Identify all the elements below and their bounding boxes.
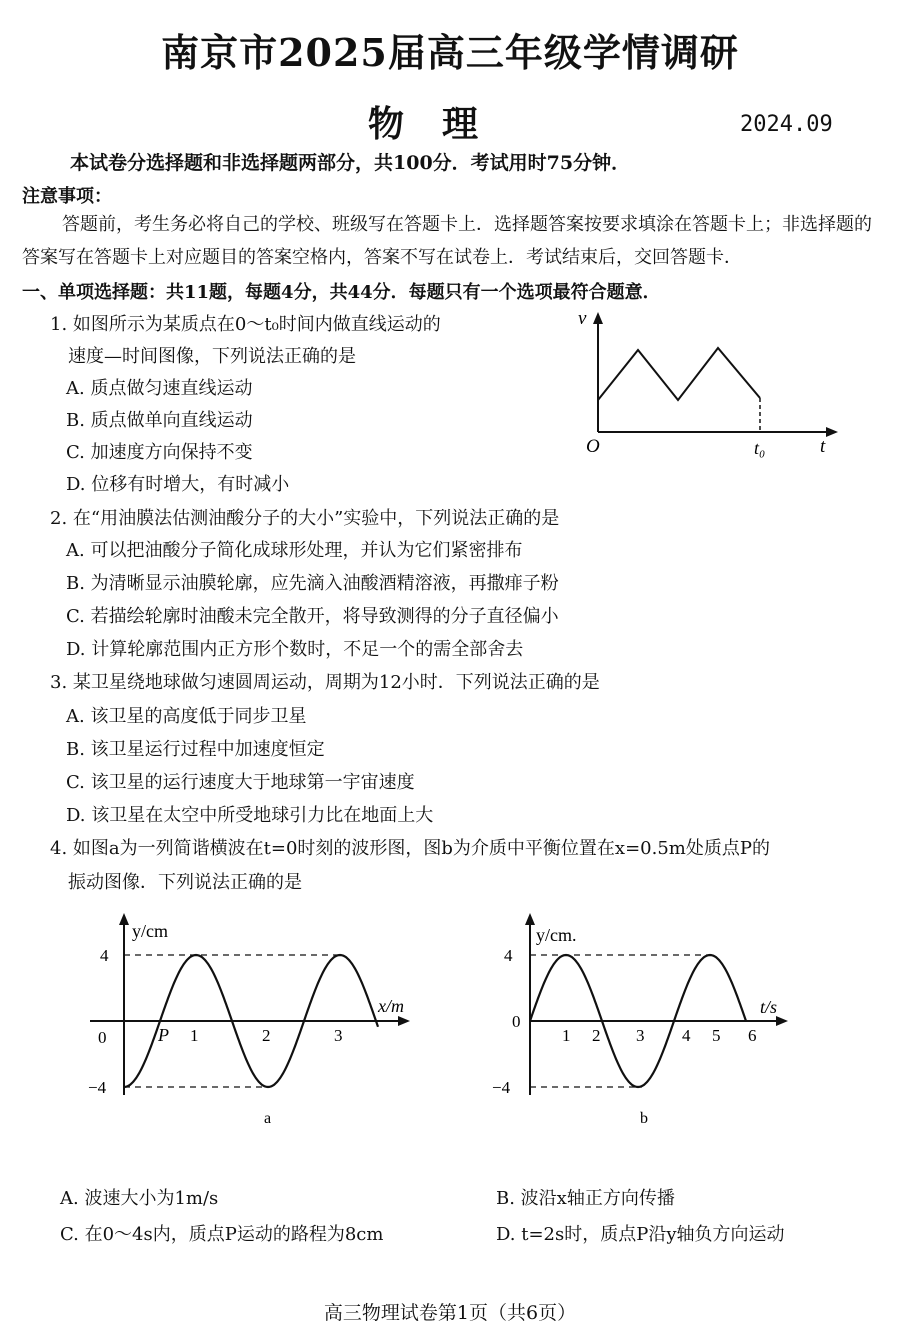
q2-option-a: A. 可以把油酸分子简化成球形处理，并认为它们紧密排布 — [66, 540, 523, 561]
q3-option-b: B. 该卫星运行过程中加速度恒定 — [66, 739, 325, 760]
xtick-5: 5 — [712, 1026, 721, 1045]
y-axis-label: y/cm. — [536, 925, 577, 945]
fig-a-waveform — [80, 905, 430, 1135]
q3-stem: 3. 某卫星绕地球做匀速圆周运动，周期为12小时．下列说法正确的是 — [50, 672, 600, 693]
q1-option-d: D. 位移有时增大，有时减小 — [66, 474, 290, 495]
q2-option-d: D. 计算轮廓范围内正方形个数时，不足一个的需全部舍去 — [66, 639, 524, 660]
q4-option-d: D. t=2s时，质点P沿y轴负方向运动 — [496, 1224, 785, 1245]
xtick-6: 6 — [748, 1026, 757, 1045]
t-axis-arrow — [826, 427, 838, 437]
t-axis-arrow — [776, 1016, 788, 1026]
t0-label: t₀ — [754, 438, 766, 458]
q1-stem-line2: 速度—时间图像，下列说法正确的是 — [68, 346, 356, 367]
q4-stem-line2: 振动图像．下列说法正确的是 — [68, 872, 302, 893]
q1-option-b: B. 质点做单向直线运动 — [66, 410, 253, 431]
q1-vt-graph — [570, 300, 850, 470]
ytick-0: 0 — [512, 1012, 521, 1031]
q1-option-a: A. 质点做匀速直线运动 — [66, 378, 253, 399]
xtick-2: 2 — [592, 1026, 601, 1045]
fig-b-caption: b — [640, 1110, 648, 1127]
q4-option-c: C. 在0～4s内，质点P运动的路程为8cm — [60, 1224, 384, 1245]
origin-label: O — [586, 436, 600, 457]
x-axis-arrow — [398, 1016, 410, 1026]
xtick-2: 2 — [262, 1026, 271, 1045]
q3-option-d: D. 该卫星在太空中所受地球引力比在地面上大 — [66, 805, 434, 826]
q2-option-b: B. 为清晰显示油膜轮廓，应先滴入油酸酒精溶液，再撒痱子粉 — [66, 573, 559, 594]
section1-heading: 一、单项选择题：共11题，每题4分，共44分．每题只有一个选项最符合题意． — [22, 282, 661, 303]
ytick-neg4: −4 — [492, 1078, 511, 1097]
xtick-4: 4 — [682, 1026, 691, 1045]
t-label: t — [820, 436, 826, 457]
xtick-1: 1 — [562, 1026, 571, 1045]
exam-title: 南京市2025届高三年级学情调研 — [161, 30, 739, 75]
ytick-4: 4 — [100, 946, 109, 965]
y-axis-arrow — [119, 913, 129, 925]
q2-option-c: C. 若描绘轮廓时油酸未完全散开，将导致测得的分子直径偏小 — [66, 606, 559, 627]
v-label: v — [578, 308, 587, 329]
q1-option-c: C. 加速度方向保持不变 — [66, 442, 253, 463]
q3-option-a: A. 该卫星的高度低于同步卫星 — [66, 706, 307, 727]
velocity-curve — [598, 348, 760, 400]
fig-a-caption: a — [264, 1110, 272, 1127]
ytick-0: 0 — [98, 1028, 107, 1047]
q4-stem-line1: 4. 如图a为一列简谐横波在t=0时刻的波形图，图b为介质中平衡位置在x=0.5m处质点P的 — [50, 838, 770, 859]
q2-stem: 2. 在“用油膜法估测油酸分子的大小”实验中，下列说法正确的是 — [50, 508, 560, 529]
ytick-neg4: −4 — [88, 1078, 107, 1097]
q4-option-a: A. 波速大小为1m/s — [60, 1188, 219, 1209]
xtick-3: 3 — [334, 1026, 343, 1045]
v-axis-arrow — [593, 312, 603, 324]
notice-text: 答题前，考生务必将自己的学校、班级写在答题卡上．选择题答案按要求填涂在答题卡上；非选择题的答案写在答题卡上对应题目的答案空格内，答案不写在试卷上．考试结束后，交回答题卡． — [22, 214, 872, 268]
exam-intro: 本试卷分选择题和非选择题两部分，共100分．考试用时75分钟． — [70, 152, 631, 174]
y-axis-label: y/cm — [132, 921, 168, 941]
ytick-4: 4 — [504, 946, 513, 965]
q4-option-b: B. 波沿x轴正方向传播 — [496, 1188, 675, 1209]
exam-date: 2024.09 — [740, 112, 833, 137]
xtick-1: 1 — [190, 1026, 199, 1045]
q1-stem-line1: 1. 如图所示为某质点在0～t₀时间内做直线运动的 — [50, 314, 441, 335]
q3-option-c: C. 该卫星的运行速度大于地球第一宇宙速度 — [66, 772, 415, 793]
notice-heading: 注意事项： — [22, 186, 112, 207]
subject-title: 物理 — [368, 103, 517, 145]
fig-b-vibration — [490, 905, 810, 1135]
page-footer: 高三物理试卷第1页（共6页） — [323, 1302, 577, 1324]
y-axis-arrow — [525, 913, 535, 925]
x-axis-label: x/m — [378, 996, 404, 1016]
t-axis-label: t/s — [760, 997, 778, 1017]
point-p-label: P — [158, 1025, 169, 1045]
xtick-3: 3 — [636, 1026, 645, 1045]
